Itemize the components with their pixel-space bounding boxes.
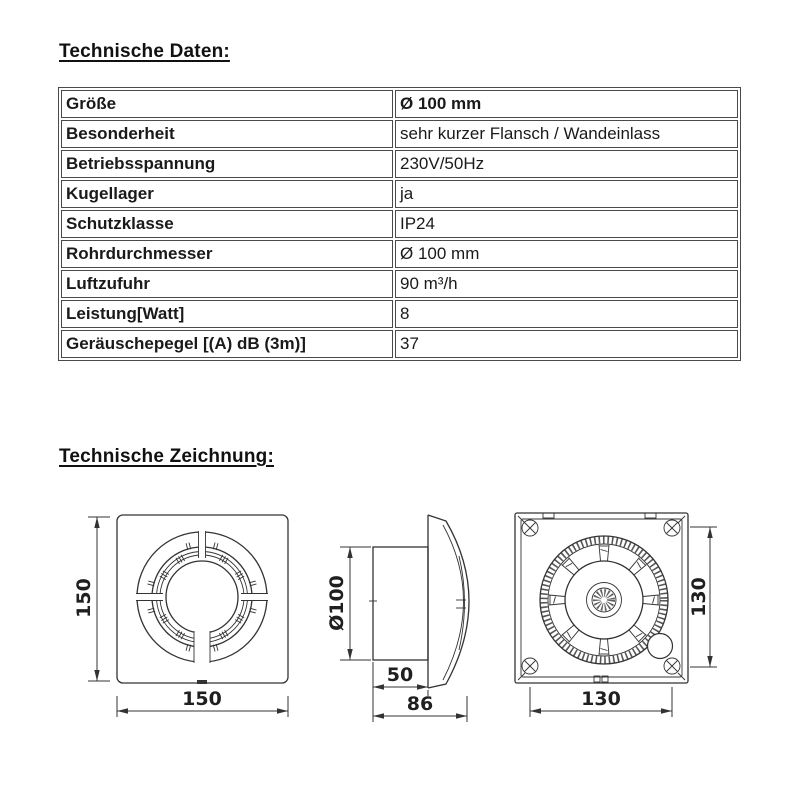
spec-value-cell: 37	[395, 330, 738, 358]
spec-label-cell: Betriebsspannung	[61, 150, 393, 178]
spec-label-cell: Besonderheit	[61, 120, 393, 148]
table-row	[61, 330, 738, 358]
screw-icon	[664, 658, 680, 674]
spec-value-cell: 8	[395, 300, 738, 328]
spec-value-cell: 90 m³/h	[395, 270, 738, 298]
spec-value-cell: Ø 100 mm	[395, 240, 738, 268]
spec-value-cell: Ø 100 mm	[395, 90, 738, 118]
technical-data-table	[58, 87, 741, 361]
table-row	[61, 300, 738, 328]
table-row	[61, 150, 738, 178]
front-bottom-notch	[197, 680, 207, 684]
total-depth-dimension	[373, 693, 467, 722]
table-row	[61, 270, 738, 298]
back-view-drawing	[515, 513, 717, 717]
table-row	[61, 90, 738, 118]
spec-value-cell: 230V/50Hz	[395, 150, 738, 178]
back-width-dimension-label: 130	[581, 688, 621, 710]
front-width-dimension	[117, 688, 288, 717]
cable-gland	[648, 634, 673, 659]
technical-drawing-heading: Technische Zeichnung:	[59, 446, 274, 467]
spec-label-cell: Geräuschepegel [(A) dB (3m)]	[61, 330, 393, 358]
duct-flange	[373, 547, 428, 660]
front-height-dimension	[73, 517, 110, 681]
table-row	[61, 240, 738, 268]
front-view-drawing	[73, 515, 288, 717]
spec-label-cell: Rohrdurchmesser	[61, 240, 393, 268]
spec-label-cell: Luftzufuhr	[61, 270, 393, 298]
duct-diameter-dimension-label: Ø100	[326, 575, 348, 631]
grille-bottom-gap	[194, 628, 210, 667]
screw-icon	[664, 520, 680, 536]
back-width-dimension	[530, 687, 672, 717]
duct-depth-dimension-label: 50	[386, 664, 414, 686]
grille-slot	[199, 528, 206, 559]
duct-diameter-dimension	[326, 547, 371, 660]
screw-icon	[522, 520, 538, 536]
table-row	[61, 120, 738, 148]
screw-icon	[522, 658, 538, 674]
back-height-dimension-label: 130	[688, 577, 710, 617]
spec-value-cell: IP24	[395, 210, 738, 238]
front-width-dimension-label: 150	[182, 688, 222, 710]
grille-slot	[133, 594, 164, 601]
table-row	[61, 210, 738, 238]
total-depth-dimension-label: 86	[406, 693, 434, 715]
mounting-clip	[543, 513, 554, 518]
side-view-drawing	[326, 515, 469, 722]
back-height-dimension	[688, 527, 717, 667]
spec-value-cell: sehr kurzer Flansch / Wandeinlass	[395, 120, 738, 148]
spec-label-cell: Größe	[61, 90, 393, 118]
spec-label-cell: Leistung[Watt]	[61, 300, 393, 328]
spec-value-cell: ja	[395, 180, 738, 208]
front-cover-profile	[428, 515, 469, 688]
grille-slot	[240, 594, 271, 601]
technical-drawing-figure	[0, 480, 800, 740]
mounting-clip	[645, 513, 656, 518]
front-height-dimension-label: 150	[73, 578, 95, 618]
front-grille	[133, 528, 271, 667]
table-row	[61, 180, 738, 208]
spec-label-cell: Kugellager	[61, 180, 393, 208]
technical-data-heading: Technische Daten:	[59, 41, 230, 62]
spec-label-cell: Schutzklasse	[61, 210, 393, 238]
